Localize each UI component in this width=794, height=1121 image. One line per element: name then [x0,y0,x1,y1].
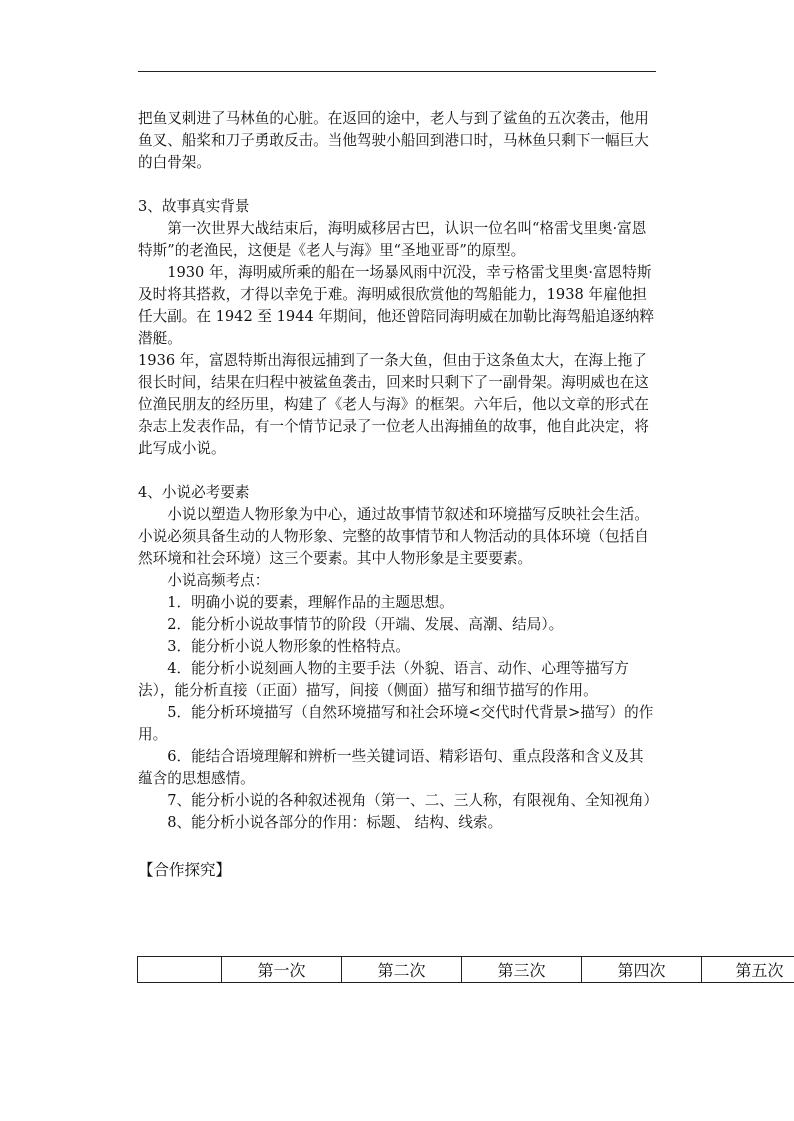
shark-attack-table [137,956,794,983]
header-rule [138,71,656,72]
document-body [138,108,658,834]
table-header-cell: 第三次 [462,957,582,983]
paragraph-gap [138,174,658,196]
paragraph: 2．能分析小说故事情节的阶段（开端、发展、高潮、结局）。 [167,616,564,633]
table-header-row [138,957,794,983]
paragraph: 第一次世界大战结束后，海明威移居古巴，认识一位名叫“格雷戈里奥·富恩特斯”的老渔民，这便是《老人与海》里“圣地亚哥”的原型。 [138,220,647,259]
section-heading-cooperative-inquiry: 【合作探究】 [138,861,232,879]
table-header-cell: 第二次 [342,957,462,983]
paragraph: 5．能分析环境描写（自然环境描写和社会环境<交代时代背景>描写）的作用。 [138,704,654,743]
table-header-cell: 第五次 [702,957,794,983]
paragraph: 1930 年，海明威所乘的船在一场暴风雨中沉没，幸亏格雷戈里奥·富恩特斯及时将其搭救，才得以幸免于难。海明威很欣赏他的驾船能力，1938 年雇他担任大副。在 1942 至 1944 年期间，他还曾陪同海明威在加勒比海驾船追逐纳粹潜艇。 [138,264,655,347]
paragraph: 4、小说必考要素 [138,484,250,501]
paragraph: 把鱼叉刺进了马林鱼的心脏。在返回的途中，老人与到了鲨鱼的五次袭击，他用鱼叉、船桨和刀子勇敢反击。当他驾驶小船回到港口时，马林鱼只剩下一幅巨大的白骨架。 [138,110,649,171]
paragraph: 小说高频考点： [167,572,270,589]
paragraph: 4．能分析小说刻画人物的主要手法（外貌、语言、动作、心理等描写方法），能分析直接（正面）描写，间接（侧面）描写和细节描写的作用。 [138,660,629,699]
paragraph: 1936 年，富恩特斯出海很远捕到了一条大鱼，但由于这条鱼太大，在海上拖了很长时间，结果在归程中被鲨鱼袭击，回来时只剩下了一副骨架。海明威也在这位渔民朋友的经历里，构建了《老人与海》的框架。六年后，他以文章的形式在杂志上发表作品，有一个情节记录了一位老人出海捕鱼的故事，他自此决定，将此写成小说。 [138,352,649,457]
table-header-cell: 第四次 [582,957,702,983]
paragraph: 6．能结合语境理解和辨析一些关键词语、精彩语句、重点段落和含义及其蕴含的思想感情。 [138,748,644,787]
paragraph: 1．明确小说的要素，理解作品的主题思想。 [167,594,454,611]
table-corner-cell [138,957,222,983]
paragraph-gap [138,460,658,482]
table-header-cell: 第一次 [222,957,342,983]
paragraph: 3、故事真实背景 [138,198,250,215]
paragraph: 8、能分析小说各部分的作用：标题、 结构、线索。 [167,814,503,831]
paragraph: 7、能分析小说的各种叙述视角（第一、二、三人称，有限视角、全知视角） [167,792,659,809]
paragraph: 3．能分析小说人物形象的性格特点。 [167,638,410,655]
paragraph: 小说以塑造人物形象为中心，通过故事情节叙述和环境描写反映社会生活。小说必须具备生动的人物形象、完整的故事情节和人物活动的具体环境（包括自然环境和社会环境）这三个要素。其中人物形象是主要要素。 [138,506,649,567]
